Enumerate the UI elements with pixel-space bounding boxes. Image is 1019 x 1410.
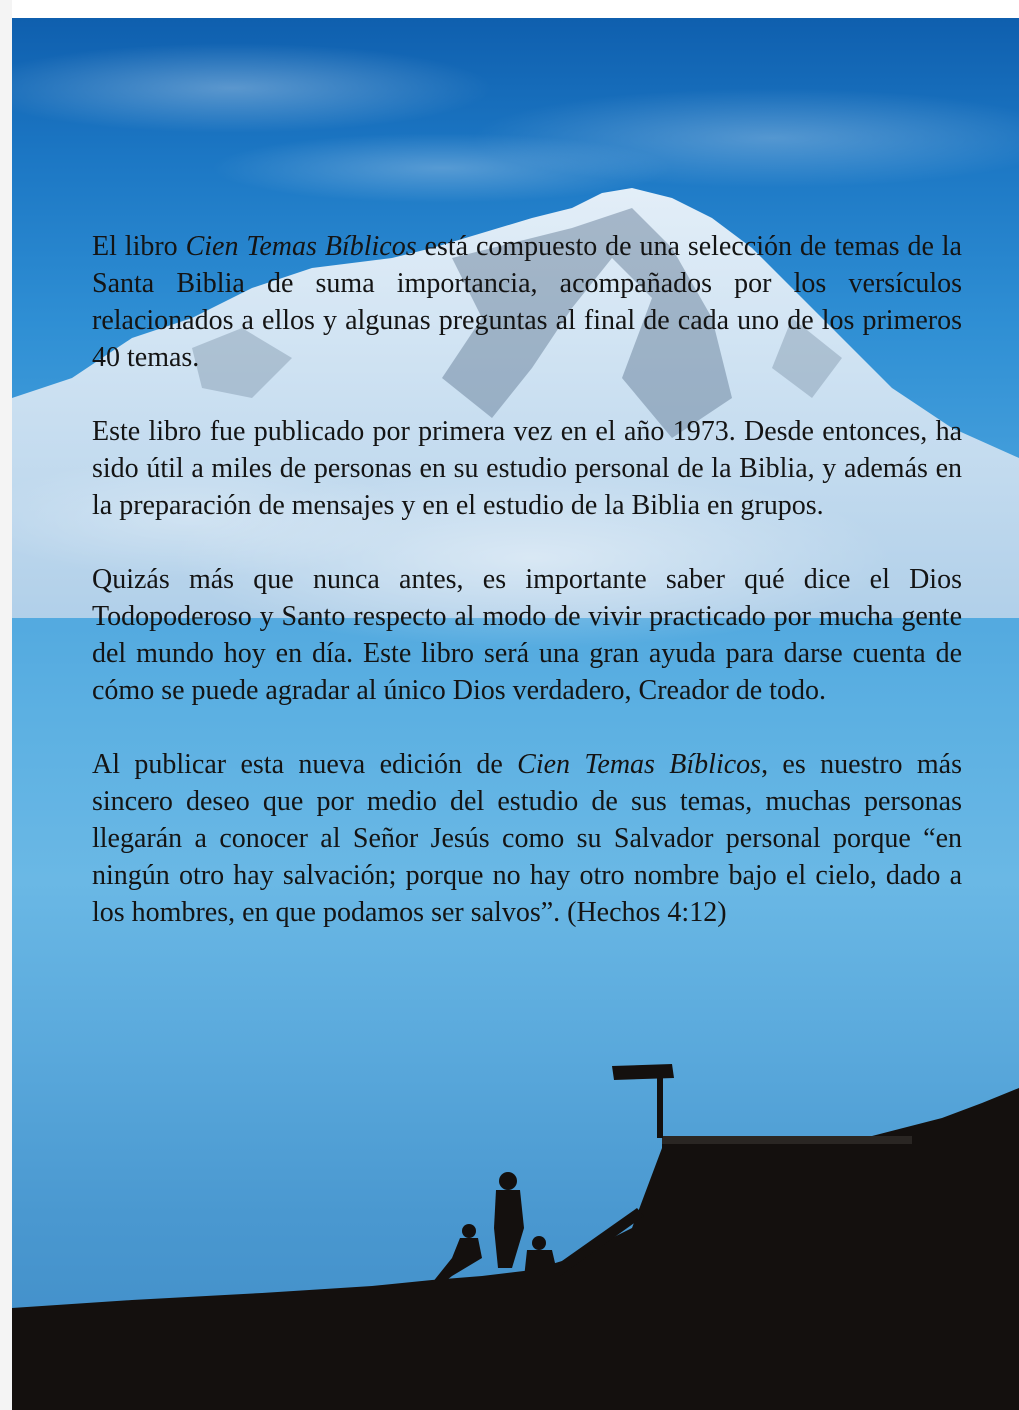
paragraph-text: , es nuestro más sincero deseo que por medio del estudio de sus temas, muchas personas llegarán a conocer al Señor Jesús como su Salvador personal porque “en ningún otro hay salvación; porque no hay otro nombre bajo el cielo, dado a los hombres, en que podamos ser salvos”. (Hechos 4:12) xyxy=(92,749,963,928)
sign-board xyxy=(612,1064,674,1080)
hut-roof xyxy=(662,1136,912,1144)
cloud xyxy=(212,133,672,203)
paragraph-text: El libro xyxy=(92,231,186,262)
back-cover xyxy=(12,18,1019,1410)
page-edge xyxy=(0,0,12,1410)
back-cover-text xyxy=(92,228,962,968)
paragraph-intro xyxy=(92,228,962,376)
cloud xyxy=(12,43,492,133)
paragraph-text: está compuesto de una selección de temas de la Santa Biblia de suma importancia, acompañados por los versículos relacionados a ellos y algunas preguntas al final de cada uno de los primeros 40 temas. xyxy=(92,231,962,373)
book-title: Cien Temas Bíblicos xyxy=(185,231,417,262)
paragraph-importance: Quizás más que nunca antes, es importante saber qué dice el Dios Todopoderoso y Santo respecto al modo de vivir practicado por mucha gente del mundo hoy en día. Este libro será una gran ayuda para darse cuenta de cómo se puede agradar al único Dios verdadero, Creador de todo. xyxy=(92,564,962,706)
paragraph-text: Al publicar esta nueva edición de xyxy=(92,749,518,780)
hikers-silhouette xyxy=(432,1172,558,1288)
book-title: Cien Temas Bíblicos xyxy=(517,749,762,780)
paragraph-purpose xyxy=(92,746,962,931)
sign-post xyxy=(657,1078,663,1138)
paragraph-history: Este libro fue publicado por primera vez en el año 1973. Desde entonces, ha sido útil a miles de personas en su estudio personal de la Biblia, y además en la preparación de mensajes y en el estudio de la Biblia en grupos. xyxy=(92,416,962,521)
